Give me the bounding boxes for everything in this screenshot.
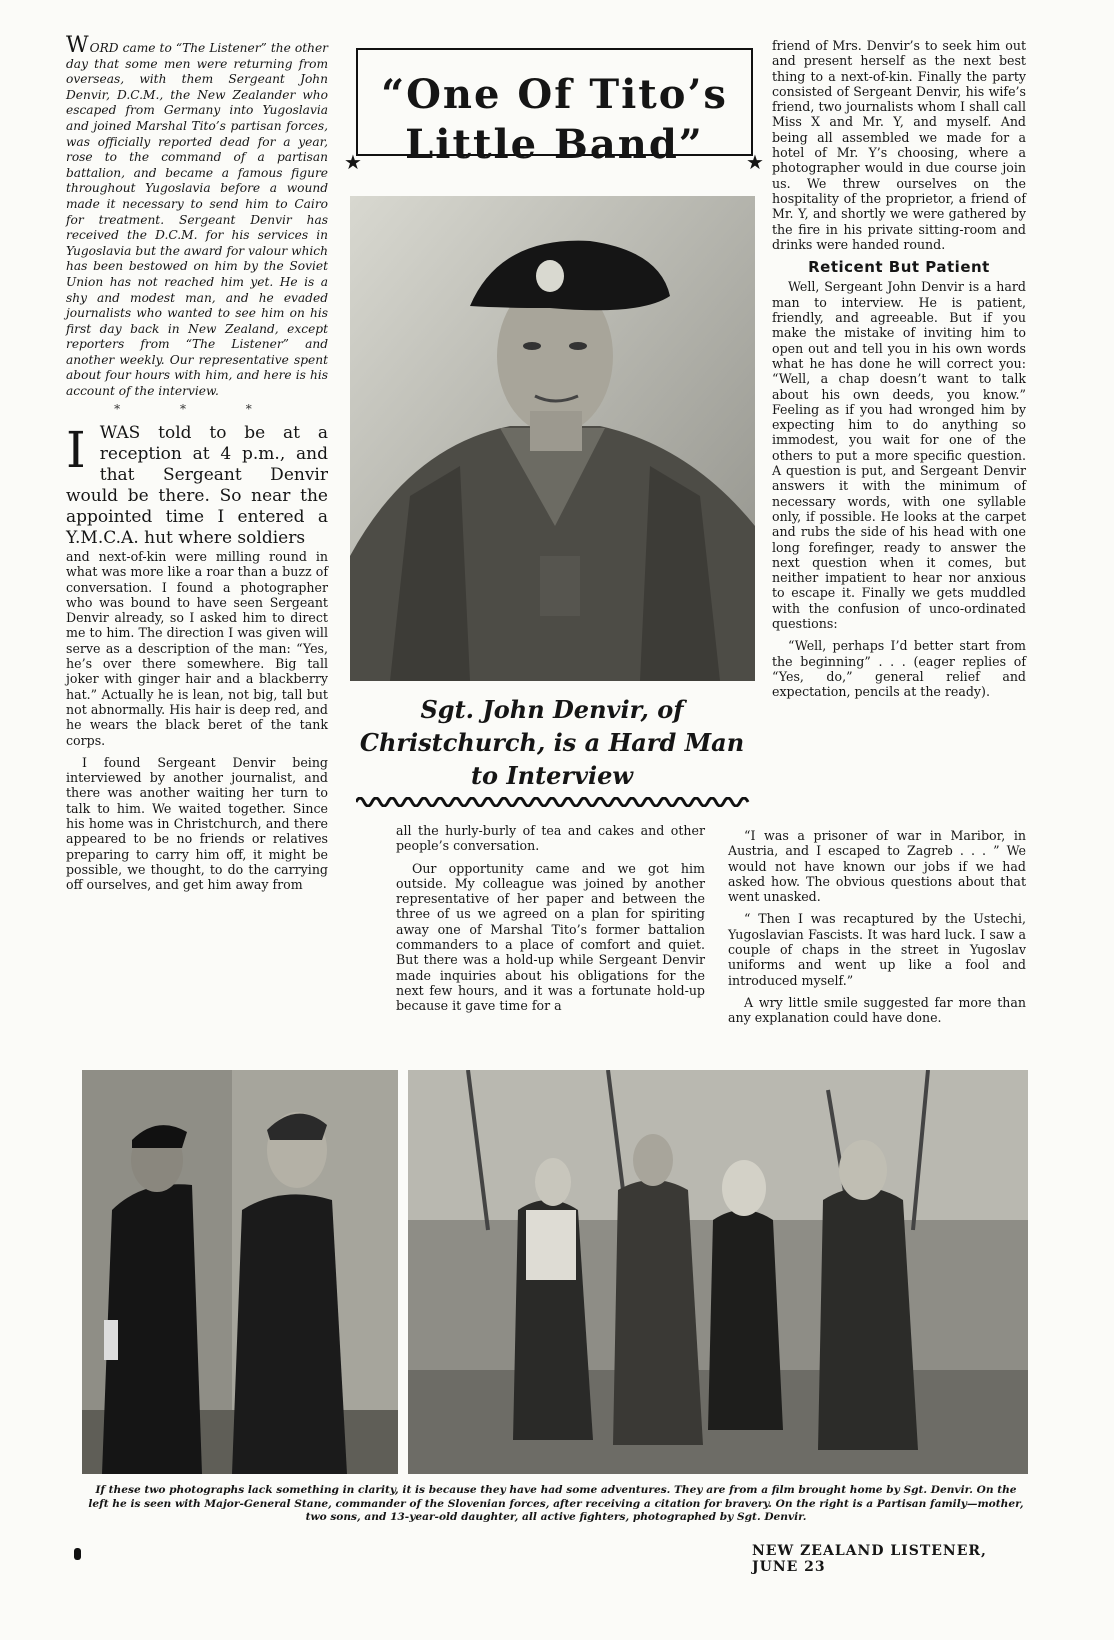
headline [358,70,751,170]
column-middle [396,823,705,1021]
paragraph: Our opportunity came and we got him outside. My colleague was joined by another representative of her paper and between the three of us we agreed on a plan for spiriting away one of Marshal Tito’s former battalion commanders to a place of comfort and quiet. But there was a hold-up while Sergeant Denvir made inquiries about his obligations for the next few hours, and it was a fortunate hold-up because it gave time for a [396,860,705,1014]
intro-text: ORD came to “The Listener” the other day that some men were returning from overseas, with them Sergeant John Denvir, D.C.M., the New Zealander who escaped from Germany into Yugoslavia and joined Marshal Tito’s partisan forces, was officially reported dead for a year, rose to the command of a partisan battalion, and became a famous figure throughout Yugoslavia before a wound made it necessary to send him to Cairo for treatment. Sergeant Denvir has received the D.C.M. for his services in Yugoslavia but the award for valour which has been bestowed on him by the Soviet Union has not reached him yet. He is a shy and modest man, and he evaded journalists who wanted to see him on his first day back in New Zealand, except reporters from “The Listener” and another weekly. Our representative spent about four hours with him, and here is his account of the interview. [66,41,328,399]
footer-publication: NEW ZEALAND LISTENER, JUNE 23 [752,1543,987,1575]
photo-left [82,1070,398,1474]
paragraph: I found Sergeant Denvir being interviewed by another journalist, and there was another waiting her turn to talk to him. We waited together. Since his home was in Christchurch, and there appeared to be no friends or relatives preparing to carry him off, it might be possible, we thought, to do the carrying off ourselves, and get him away from [66,754,328,893]
drop-cap: I [66,420,86,479]
intro-paragraph [66,33,328,400]
paragraph: all the hurly-burly of tea and cakes and other people’s conversation. [396,823,705,854]
star-icon: ★ [746,150,764,174]
star-icon: ★ [344,150,362,174]
page-mark [74,1548,81,1560]
two-soldiers-image [82,1070,398,1474]
paragraph: A wry little smile suggested far more than any explanation could have done. [728,994,1026,1026]
paragraph: “ Then I was recaptured by the Ustechi, Yugoslavian Fascists. It was hard luck. I saw a couple of chaps in the street in Yugoslav uniforms and went up like a fool and introduced myself.” [728,911,1026,988]
lead-text: WAS told to be at a reception at 4 p.m., and that Sergeant Denvir would be there. So near the appointed time I entered a Y.M.C.A. hut where soldiers [66,422,328,548]
photo-right [408,1070,1028,1474]
photo-caption: If these two photographs lack something in clarity, it is because they have had some adventures. They are from a film brought home by Sgt. Denvir. On the left he is seen with Major-General Stane, commander of the Slovenian forces, after receiving a citation for bravery. On the right is a Partisan family—mother, two sons, and 13-year-old daughter, all active fighters, photographed by Sgt. Denvir. [88,1484,1024,1523]
paragraph: “Well, perhaps I’d better start from the beginning” . . . (eager replies of “Yes, do,” general relief and expectation, pencils at the ready). [772,638,1026,700]
subtitle: Sgt. John Denvir, of Christchurch, is a Hard Man to Interview [359,695,745,790]
partisan-family-image [408,1070,1028,1474]
paragraph: friend of Mrs. Denvir’s to seek him out and present herself as the next best thing to a next-of-kin. Finally the party consisted of Sergeant Denvir, his wife’s friend, two journalists whom I shall call Miss X and Mr. Y, and myself. And being all assembled we made for a hotel of Mr. Y’s choosing, where a photographer would in due course join us. We threw ourselves on the hospitality of the proprietor, a friend of Mr. Y, and shortly we were gathered by the fire in his private sitting-room and drinks were handed round. [772,38,1026,252]
paragraph: and next-of-kin were milling round in what was more like a roar than a buzz of conversation. I found a photographer who was bound to have seen Sergeant Denvir already, so I asked him to direct me to him. The direction I was given will serve as a description of the man: “Yes, he’s over there somewhere. Big tall joker with ginger hair and a blackberry hat.” Actually he is lean, not big, tall but not abnormally. His hair is deep red, and he wears the black beret of the tank corps. [66,548,328,748]
headline-box [356,48,753,168]
column-right-lower [728,828,1026,1033]
lead-paragraph [66,420,328,549]
wavy-divider [356,797,751,807]
column-right [772,38,1026,706]
section-heading: Reticent But Patient [808,258,990,277]
column-left [66,33,328,899]
paragraph: Well, Sergeant John Denvir is a hard man to interview. He is patient, friendly, and agreeable. But if you make the mistake of inviting him to open out and tell you in his own words what he has done he will correct you: “Well, a chap doesn’t want to talk about his own deeds, you know.” Feeling as if you had wronged him by expecting him to do anything so immodest, you wait for one of the others to put a more specific question. A question is put, and Sergeant Denvir answers it with the minimum of necessary words, with one syllable only, if possible. He looks at the carpet and rubs the side of his head with one long forefinger, ready to answer the next question when it comes, but neither impatient to hear nor anxious to escape it. Finally we gets muddled with the confusion of unco-ordinated questions: [772,279,1026,631]
soldier-portrait-image [350,196,755,681]
section-separator: * * * [114,401,280,416]
headline-line: “One Of Tito’s [381,71,728,118]
headline-line: Little Band” [405,121,704,168]
intro-initial: W [66,33,90,58]
paragraph: “I was a prisoner of war in Maribor, in Austria, and I escaped to Zagreb . . . ” We would not have known our jobs if we had asked how. The obvious questions about that went unasked. [728,828,1026,905]
portrait-photo [350,196,755,681]
